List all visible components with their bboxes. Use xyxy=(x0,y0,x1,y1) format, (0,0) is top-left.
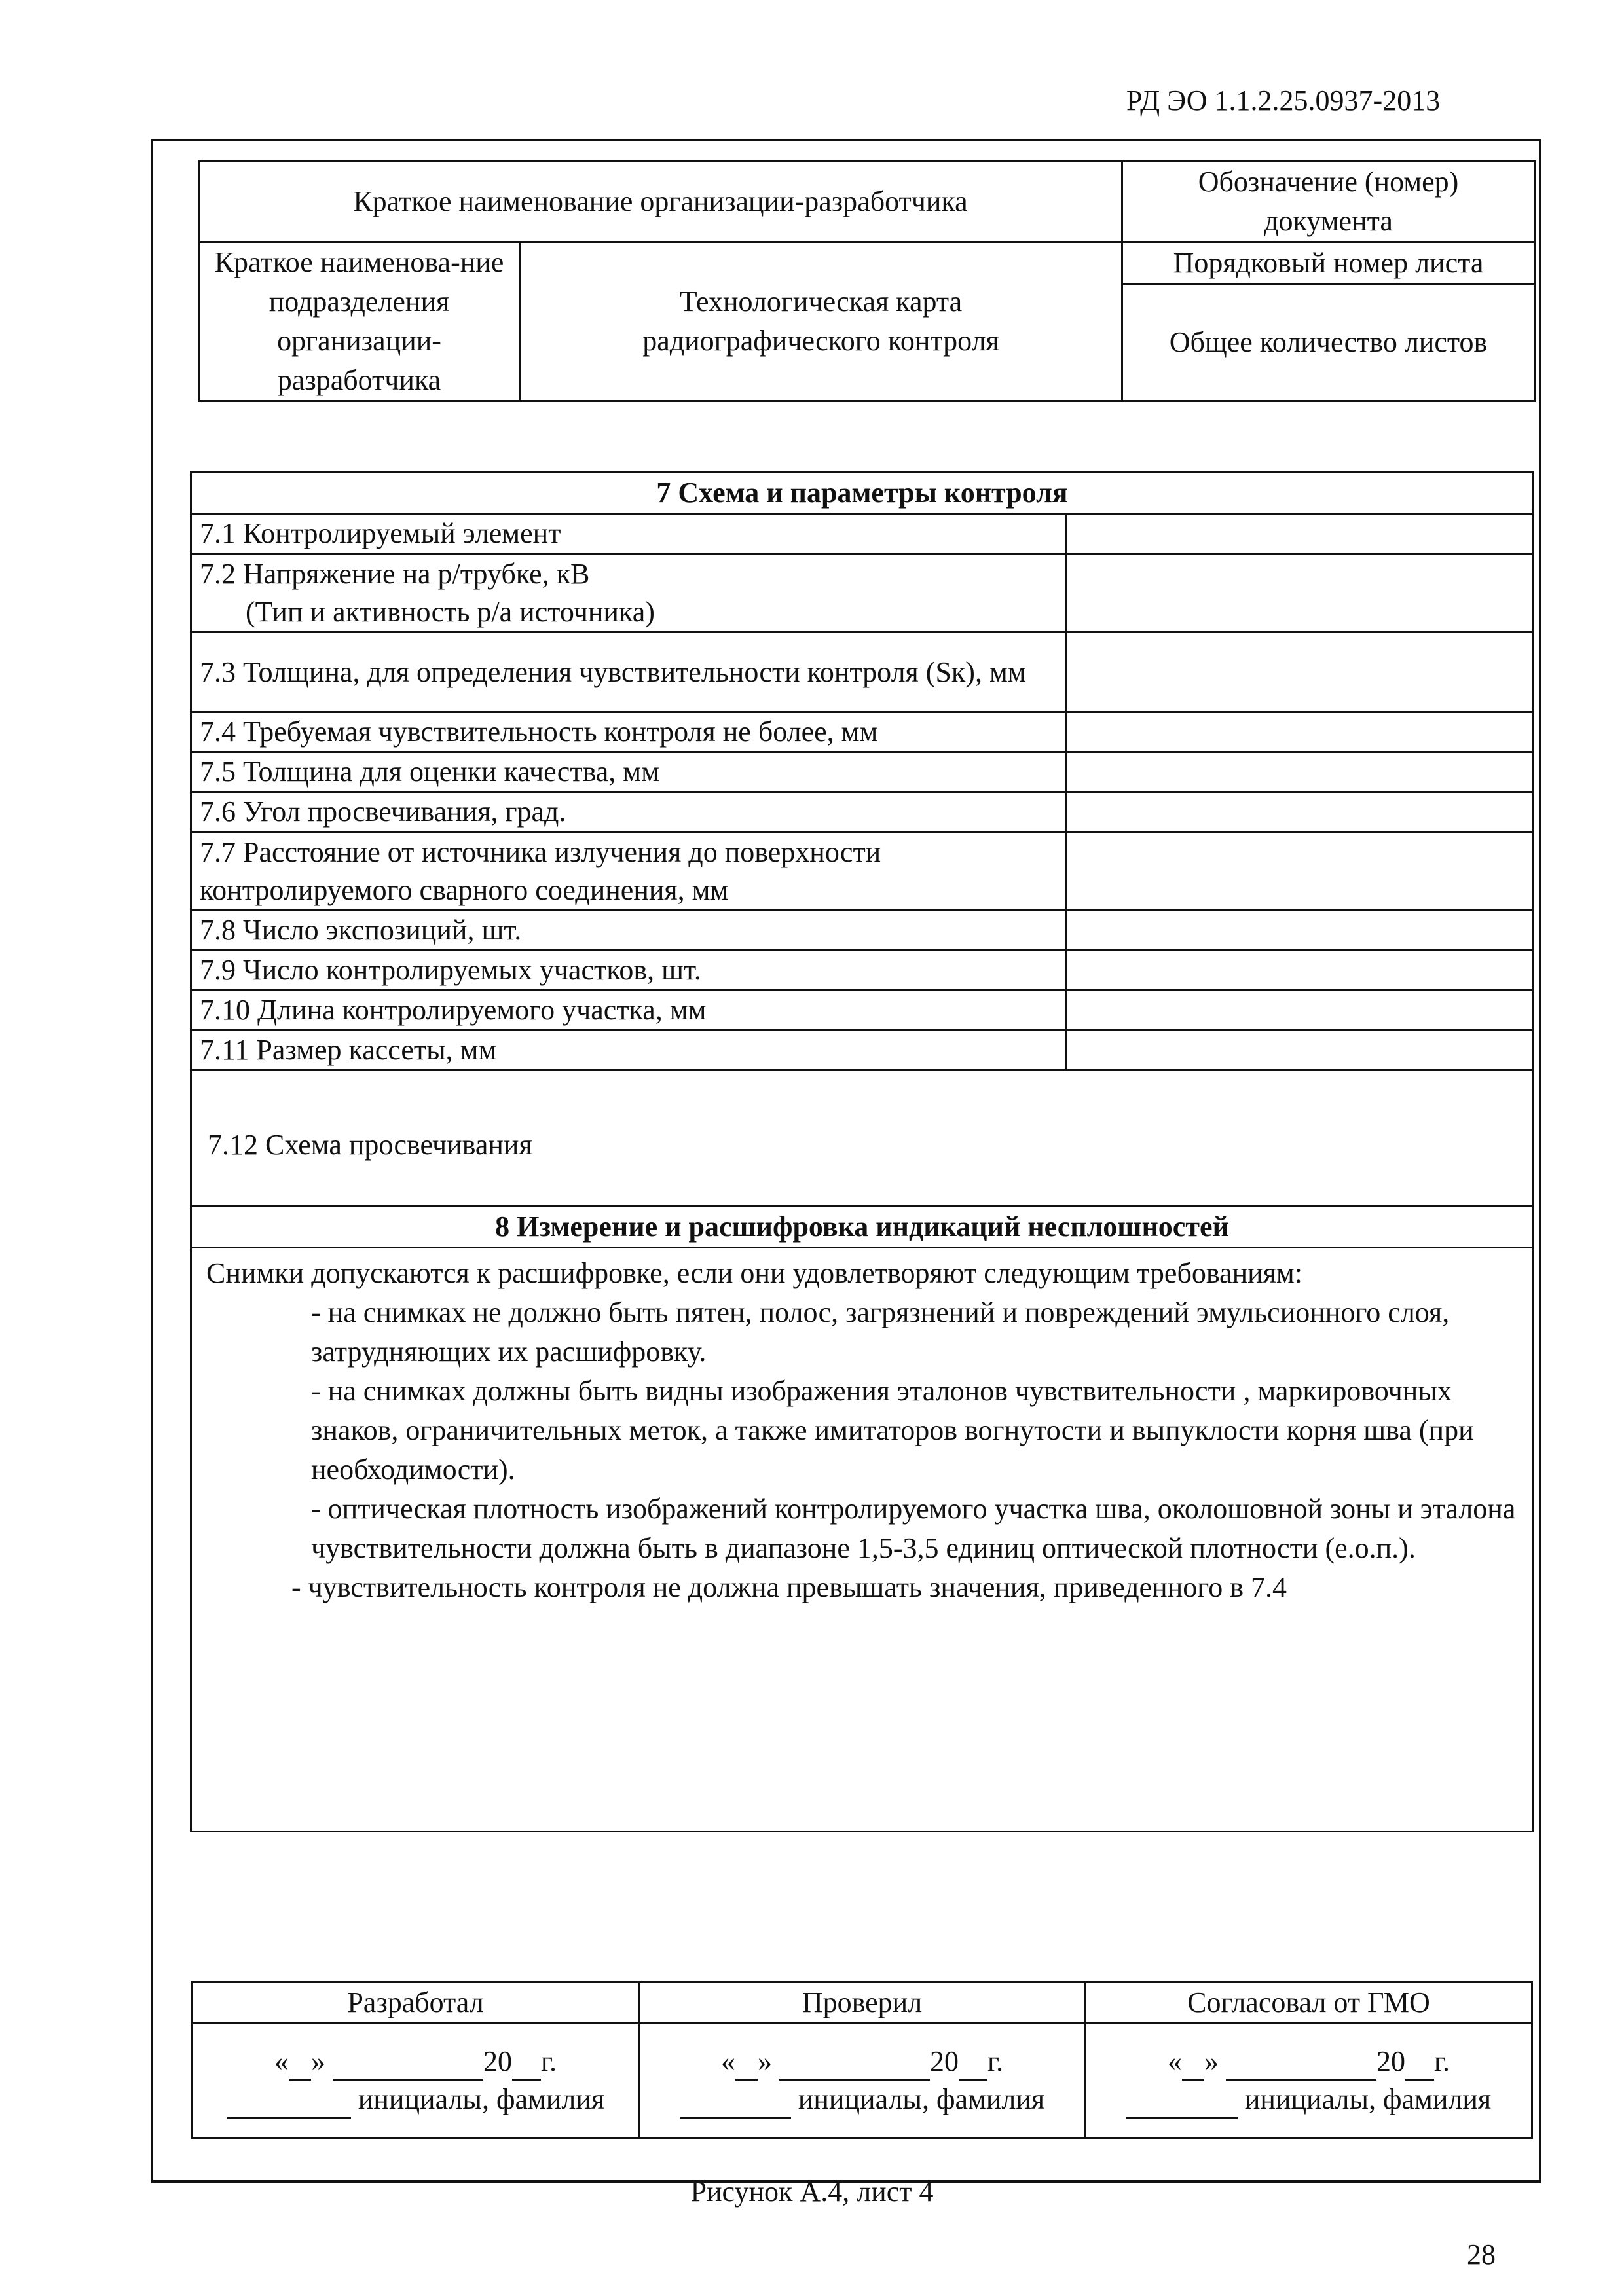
checked-signature[interactable]: « » 20 г. инициалы, фамилия xyxy=(639,2023,1086,2138)
param-row-value[interactable] xyxy=(1067,712,1534,752)
subdivision-cell: Краткое наименова-ние подразделения организации-разработчика xyxy=(199,242,520,401)
developed-header: Разработал xyxy=(193,1982,639,2023)
param-row-value[interactable] xyxy=(1067,514,1534,554)
param-row-label: 7.7 Расстояние от источника излучения до поверхности контролируемого сварного соединения, мм xyxy=(191,832,1067,911)
doc-designation-cell: Обозначение (номер) документа xyxy=(1122,161,1535,242)
param-row-label: 7.1 Контролируемый элемент xyxy=(191,514,1067,554)
sheet-number-cell: Порядковый номер листа xyxy=(1122,242,1535,284)
param-row-value[interactable] xyxy=(1067,911,1534,951)
requirement-item: - чувствительность контроля не должна превышать значения, приведенного в 7.4 xyxy=(291,1571,1287,1603)
param-row-value[interactable] xyxy=(1067,792,1534,832)
org-name-cell: Краткое наименование организации-разработчика xyxy=(199,161,1122,242)
source-type-label: (Тип и активность р/а источника) xyxy=(246,595,655,628)
param-row-label: 7.9 Число контролируемых участков, шт. xyxy=(191,951,1067,991)
requirements-intro: Снимки допускаются к расшифровке, если они удовлетворяют следующим требованиям: xyxy=(206,1257,1302,1289)
section-8-requirements xyxy=(191,1248,1534,1832)
scheme-cell: 7.12 Схема просвечивания xyxy=(191,1070,1534,1207)
page-number: 28 xyxy=(1467,2238,1496,2270)
total-sheets-cell: Общее количество листов xyxy=(1122,284,1535,401)
requirement-item: - оптическая плотность изображений контролируемого участка шва, околошовной зоны и эталона чувствительности должна быть в диапазоне 1,5-3,5 единиц оптической плотности (е.о.п.). xyxy=(311,1493,1516,1564)
header-table xyxy=(198,160,1536,402)
section-7-title: 7 Схема и параметры контроля xyxy=(191,473,1534,514)
control-parameters-table xyxy=(190,471,1534,1832)
param-row-label: 7.11 Размер кассеты, мм xyxy=(191,1030,1067,1070)
param-row-value[interactable] xyxy=(1067,752,1534,792)
param-row-label: 7.10 Длина контролируемого участка, мм xyxy=(191,991,1067,1030)
section-8-title: 8 Измерение и расшифровка индикаций несплошностей xyxy=(191,1207,1534,1248)
param-row-label: 7.3 Толщина, для определения чувствительности контроля (Sк), мм xyxy=(191,632,1067,712)
voltage-label: 7.2 Напряжение на р/трубке, кВ xyxy=(200,557,590,590)
checked-header: Проверил xyxy=(639,1982,1086,2023)
requirement-item: - на снимках должны быть видны изображения эталонов чувствительности , маркировочных знаков, ограничительных меток, а также имитаторов вогнутости и выпуклости корня шва (при необходимости). xyxy=(311,1375,1474,1485)
param-row-label: 7.6 Угол просвечивания, град. xyxy=(191,792,1067,832)
agreed-signature[interactable]: « » 20 г. инициалы, фамилия xyxy=(1086,2023,1532,2138)
param-row-label xyxy=(191,554,1067,632)
param-row-value[interactable] xyxy=(1067,832,1534,911)
param-row-value[interactable] xyxy=(1067,951,1534,991)
param-row-value[interactable] xyxy=(1067,554,1534,632)
param-row-label: 7.4 Требуемая чувствительность контроля не более, мм xyxy=(191,712,1067,752)
signature-table xyxy=(191,1981,1533,2139)
card-title-cell: Технологическая карта радиографического контроля xyxy=(520,242,1122,401)
requirement-item: - на снимках не должно быть пятен, полос, загрязнений и повреждений эмульсионного слоя, затрудняющих их расшифровку. xyxy=(311,1296,1450,1368)
param-row-label: 7.5 Толщина для оценки качества, мм xyxy=(191,752,1067,792)
param-row-label: 7.8 Число экспозиций, шт. xyxy=(191,911,1067,951)
document-code: РД ЭО 1.1.2.25.0937-2013 xyxy=(1126,84,1441,117)
param-row-value[interactable] xyxy=(1067,991,1534,1030)
param-row-value[interactable] xyxy=(1067,1030,1534,1070)
developed-signature[interactable]: « » 20 г. инициалы, фамилия xyxy=(193,2023,639,2138)
param-row-value[interactable] xyxy=(1067,632,1534,712)
agreed-header: Согласовал от ГМО xyxy=(1086,1982,1532,2023)
figure-caption: Рисунок А.4, лист 4 xyxy=(690,2176,934,2208)
